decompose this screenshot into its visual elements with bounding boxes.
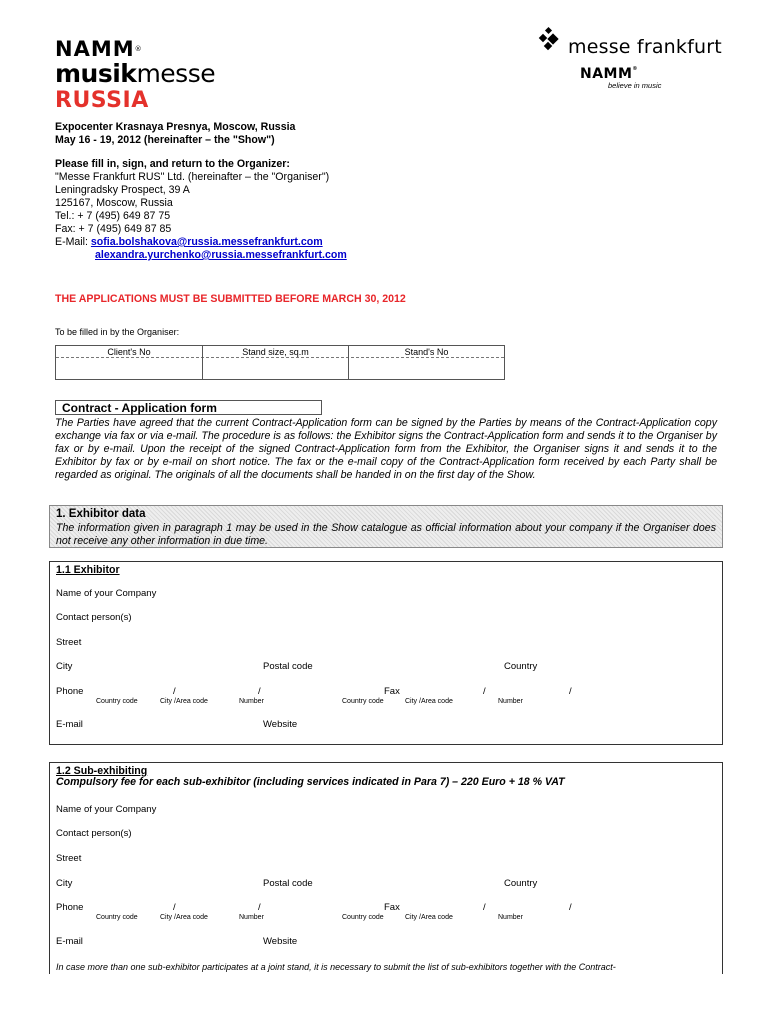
sub-country-field[interactable]: Country	[504, 878, 538, 889]
exhibitor-title: 1.1 Exhibitor	[56, 564, 120, 576]
sub-fax-country-code-hint: Country code	[342, 914, 384, 921]
sub-fax-field[interactable]: Fax	[384, 902, 400, 913]
email-link-1[interactable]: sofia.bolshakova@russia.messefrankfurt.com	[90, 236, 323, 248]
section-title: 1. Exhibitor data	[56, 508, 146, 520]
stand-size-column: Stand size, sq.m	[203, 346, 349, 379]
sub-fax-number-hint: Number	[498, 914, 523, 921]
number-hint: Number	[239, 698, 264, 705]
joint-stand-note: In case more than one sub-exhibitor participates at a joint stand, it is necessary to submit the list of sub-exhibitors together with the Contract-	[56, 962, 616, 972]
sub-number-hint: Number	[239, 914, 264, 921]
contract-text: The Parties have agreed that the current Contract-Application form can be signed by the Parties by means of the Contract-Application copy exchange via fax or via e-mail. The procedure is as follows: the Exhibitor signs the Contract-Application form and sends it to the Organiser by fax or by e-mail. Upon the receipt of the signed Contract-Application form from the Exhibitor, the Organiser signs it and sends it to the Exhibitor by fax or by e-mail on short notice. The fax or the e-mail copy of the Contract-Application form received by each Party shall be regarded as original. The originals of all the documents shall be handed in on the first day of the Show.	[55, 417, 717, 481]
slash: /	[569, 686, 572, 697]
sub-email-field[interactable]: E-mail	[56, 936, 83, 947]
namm-small-logo: NAMM®	[580, 66, 638, 82]
organiser-name: "Messe Frankfurt RUS" Ltd. (hereinafter – the "Organiser")	[55, 171, 330, 183]
exhibitor-form	[49, 561, 723, 745]
sub-country-code-hint: Country code	[96, 914, 138, 921]
exhibitor-data-section	[49, 505, 723, 548]
fax-area-code-hint: City /Area code	[405, 698, 453, 705]
sub-phone-field[interactable]: Phone	[56, 902, 84, 913]
sub-postal-code-field[interactable]: Postal code	[263, 878, 313, 889]
sub-city-field[interactable]: City	[56, 878, 73, 889]
stand-no-column: Stand's No	[404, 347, 449, 357]
musikmesse-logo-text: musikmesse	[55, 59, 216, 88]
contact-person-field[interactable]: Contact person(s)	[56, 612, 132, 623]
slash: /	[173, 686, 176, 697]
messe-frankfurt-mark-icon	[540, 28, 562, 50]
sub-company-name-field[interactable]: Name of your Company	[56, 804, 157, 815]
section-text: The information given in paragraph 1 may be used in the Show catalogue as official information about your company if the Organiser does not receive any other information in due time.	[56, 522, 716, 547]
fax: Fax: + 7 (495) 649 87 85	[55, 223, 172, 235]
website-field[interactable]: Website	[263, 719, 298, 730]
sub-area-code-hint: City /Area code	[160, 914, 208, 921]
email-link-2[interactable]: alexandra.yurchenko@russia.messefrankfurt.com	[95, 249, 347, 261]
fax-field[interactable]: Fax	[384, 686, 400, 697]
country-field[interactable]: Country	[504, 661, 538, 672]
sub-fax-area-code-hint: City /Area code	[405, 914, 453, 921]
slash: /	[258, 686, 261, 697]
email-line: E-Mail: sofia.bolshakova@russia.messefrankfurt.com	[55, 236, 323, 248]
instruction: Please fill in, sign, and return to the Organizer:	[55, 158, 290, 170]
event-info	[55, 121, 295, 147]
sub-exhibitor-fee: Compulsory fee for each sub-exhibitor (including services indicated in Para 7) – 220 Euro + 18 % VAT	[56, 776, 565, 788]
country-code-hint: Country code	[96, 698, 138, 705]
venue: Expocenter Krasnaya Presnya, Moscow, Russia	[55, 121, 296, 133]
russia-logo-text: RUSSIA	[55, 88, 149, 113]
sub-exhibitor-title: 1.2 Sub-exhibiting	[56, 765, 148, 777]
sub-street-field[interactable]: Street	[56, 853, 82, 864]
slash: /	[569, 902, 572, 913]
believe-in-music-tagline: believe in music	[608, 81, 662, 90]
namm-musikmesse-russia-logo	[55, 38, 215, 114]
fax-country-code-hint: Country code	[342, 698, 384, 705]
sub-website-field[interactable]: Website	[263, 936, 298, 947]
phone-field[interactable]: Phone	[56, 686, 84, 697]
messe-frankfurt-text: messe frankfurt	[568, 36, 722, 58]
organiser-table-label: To be filled in by the Organiser:	[55, 327, 180, 337]
slash: /	[173, 902, 176, 913]
postal-code-field[interactable]: Postal code	[263, 661, 313, 672]
slash: /	[483, 686, 486, 697]
client-no-column: Client's No	[56, 346, 203, 379]
deadline-notice: THE APPLICATIONS MUST BE SUBMITTED BEFORE MARCH 30, 2012	[55, 293, 406, 305]
contract-heading: Contract - Application form	[55, 400, 322, 415]
sub-exhibitor-form	[49, 762, 723, 974]
address-line-1: Leningradsky Prospect, 39 A	[55, 184, 190, 196]
sub-contact-person-field[interactable]: Contact person(s)	[56, 828, 132, 839]
address-line-2: 125167, Moscow, Russia	[55, 197, 173, 209]
street-field[interactable]: Street	[56, 637, 82, 648]
messe-frankfurt-logo	[540, 28, 730, 98]
area-code-hint: City /Area code	[160, 698, 208, 705]
city-field[interactable]: City	[56, 661, 73, 672]
namm-logo-text: NAMM®	[55, 37, 143, 61]
slash: /	[258, 902, 261, 913]
email-field[interactable]: E-mail	[56, 719, 83, 730]
fax-number-hint: Number	[498, 698, 523, 705]
organiser-contact	[55, 158, 347, 262]
company-name-field[interactable]: Name of your Company	[56, 588, 157, 599]
show-dates: May 16 - 19, 2012 (hereinafter – the "Show")	[55, 134, 275, 146]
telephone: Tel.: + 7 (495) 649 87 75	[55, 210, 171, 222]
organiser-table	[55, 345, 505, 380]
slash: /	[483, 902, 486, 913]
